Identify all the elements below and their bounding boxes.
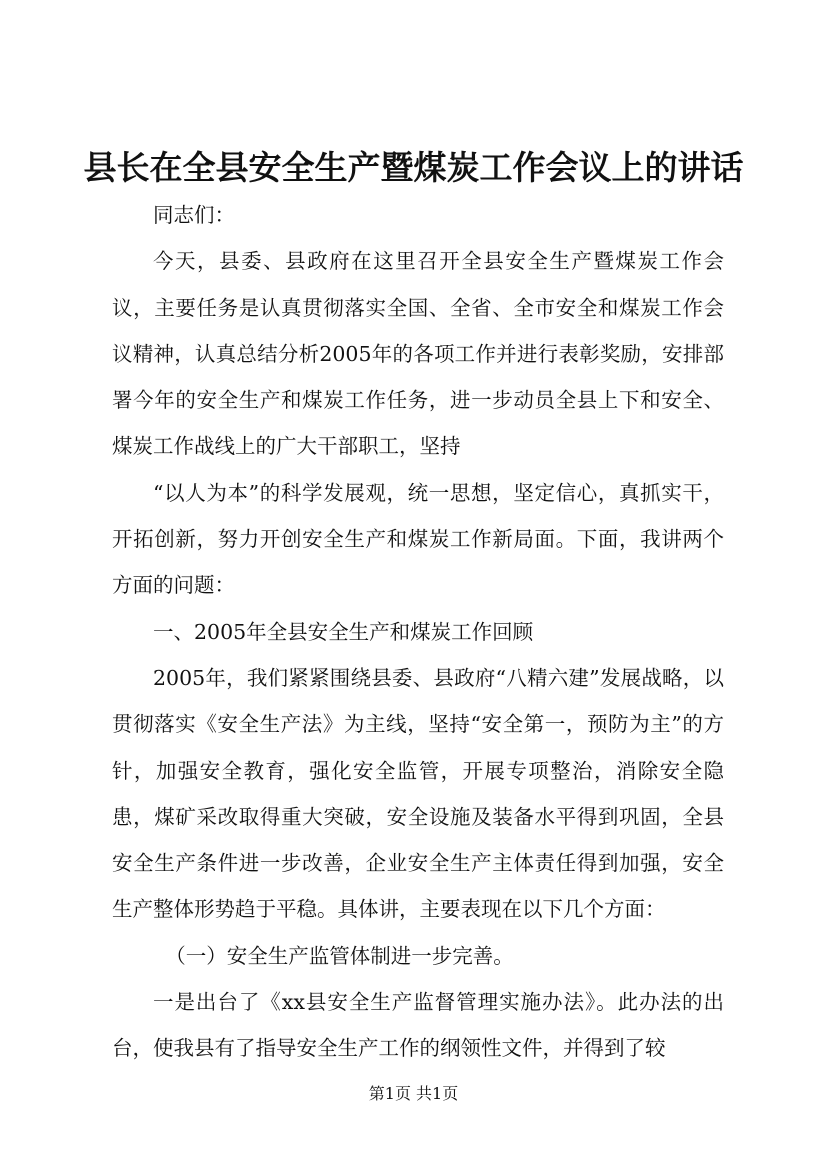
document-title: 县长在全县安全生产暨煤炭工作会议上的讲话 [83,148,744,187]
section-heading: 一、2005年全县安全生产和煤炭工作回顾 [153,619,534,644]
body-paragraph: “以人为本”的科学发展观，统一思想，坚定信心，真抓实干，开拓创新，努力开创安全生产和煤炭工作新局面。下面，我讲两个方面的问题： [112,480,724,598]
body-paragraph: 今天，县委、县政府在这里召开全县安全生产暨煤炭工作会议，主要任务是认真贯彻落实全国、全省、全市安全和煤炭工作会议精神，认真总结分析2005年的各项工作并进行表彰奖励，安排部署今年的安全生产和煤炭工作任务，进一步动员全县上下和安全、煤炭工作战线上的广大干部职工，坚持 [112,249,724,459]
body-paragraph: 2005年，我们紧紧围绕县委、县政府“八精六建”发展战略，以贯彻落实《安全生产法》为主线，坚持“安全第一，预防为主”的方针，加强安全教育，强化安全监管，开展专项整治，消除安全隐患，煤矿采改取得重大突破，安全设施及装备水平得到巩固，全县安全生产条件进一步改善，企业安全生产主体责任得到加强，安全生产整体形势趋于平稳。具体讲，主要表现在以下几个方面： [112,665,724,922]
page-number-footer: 第1页 共1页 [368,1084,459,1103]
subsection-heading: （一）安全生产监管体制进一步完善。 [165,943,514,968]
salutation-paragraph: 同志们： [153,203,235,227]
document-body [112,192,724,1072]
body-paragraph: 一是出台了《xx县安全生产监督管理实施办法》。此办法的出台，使我县有了指导安全生产工作的纲领性文件，并得到了较 [112,990,724,1061]
